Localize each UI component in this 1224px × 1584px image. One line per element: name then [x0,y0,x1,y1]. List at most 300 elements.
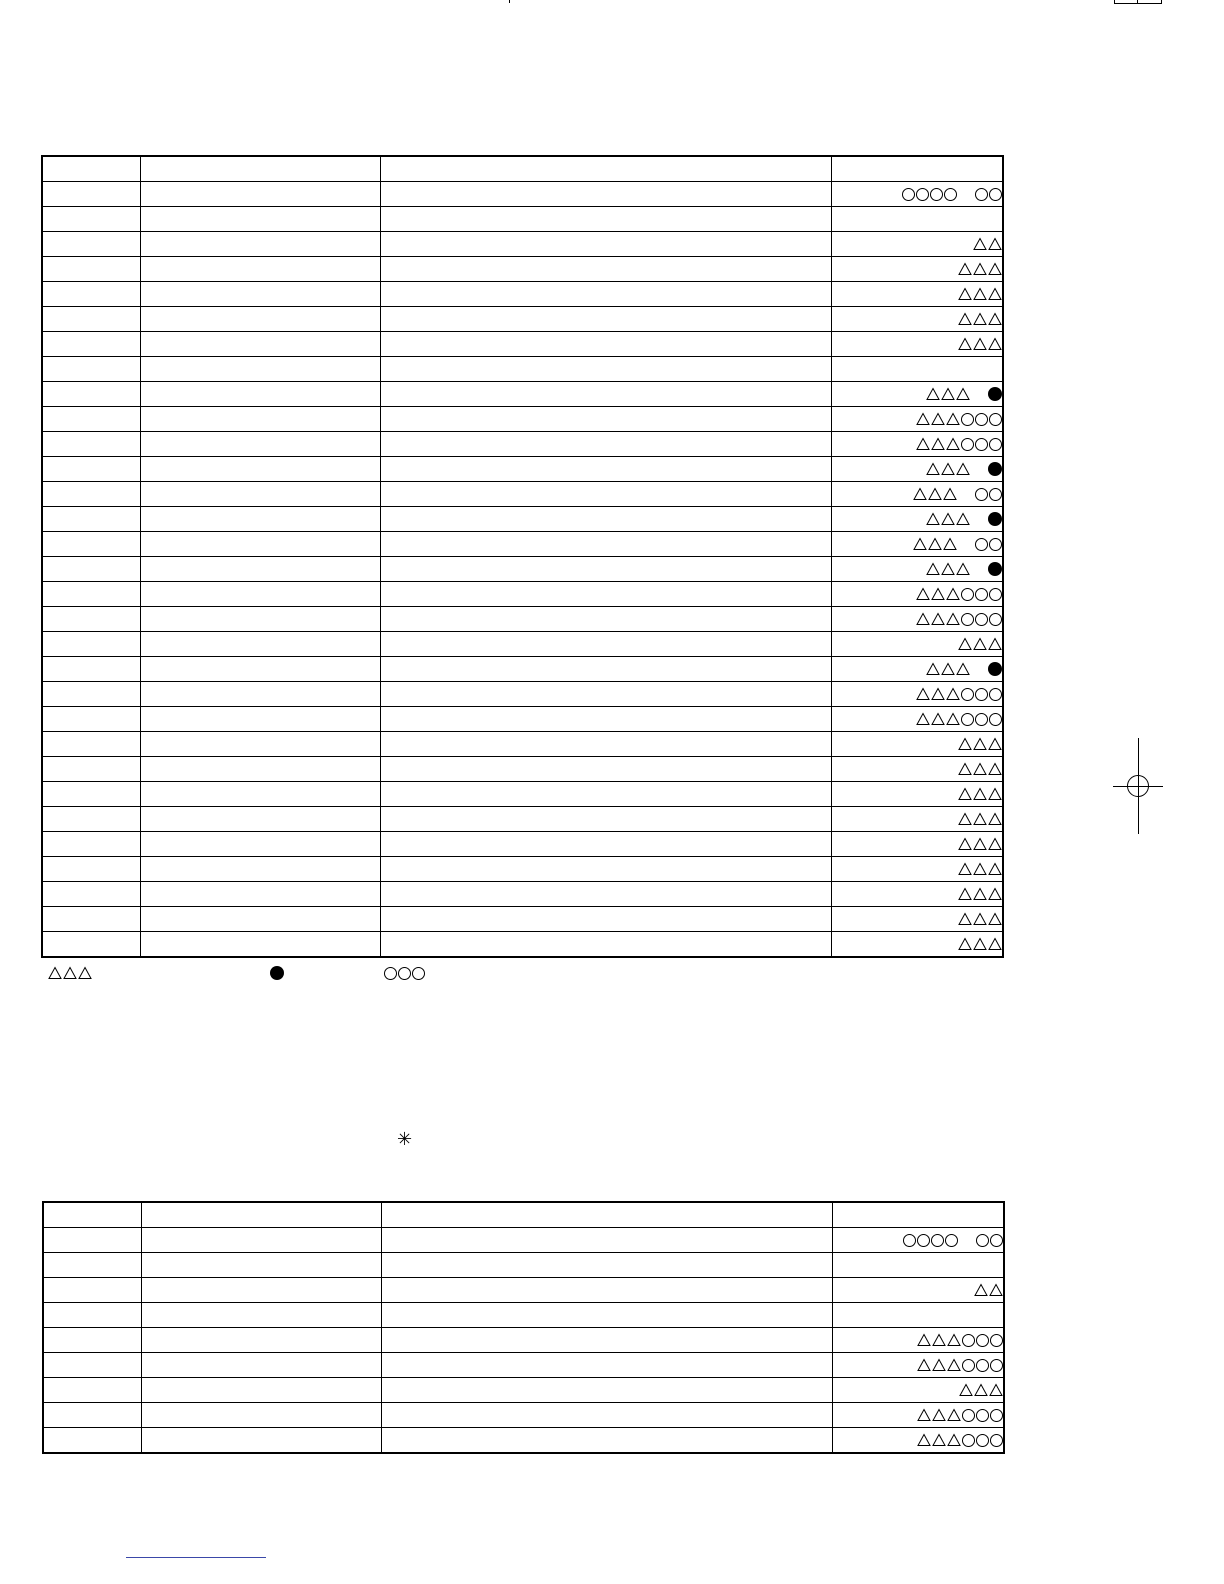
name-cell [141,1278,381,1303]
table-row [42,282,1003,307]
description-cell [380,657,831,682]
description-cell [380,207,831,232]
circle-icon [989,613,1002,626]
table-row [42,907,1003,932]
description-cell [380,407,831,432]
symbol-cell [831,332,1003,357]
id-cell [42,682,140,707]
symbol-cell [832,1228,1004,1253]
circle-icon [962,1434,975,1447]
description-cell [380,907,831,932]
description-cell [380,282,831,307]
triangle-icon [958,262,972,276]
circle-icon [975,188,988,201]
circle-icon [961,413,974,426]
name-cell [140,357,380,382]
description-cell [381,1378,832,1403]
symbol-cell [831,932,1003,958]
triangle-icon [928,487,942,501]
triangle-icon [947,1433,961,1447]
symbol-group [916,707,1002,731]
table-row [42,557,1003,582]
circle-icon [944,188,957,201]
triangle-icon [931,712,945,726]
table-row [42,882,1003,907]
symbol-group [958,807,1002,831]
id-cell [43,1253,141,1278]
description-cell [380,832,831,857]
circle-icon [961,588,974,601]
triangle-icon [973,262,987,276]
id-cell [43,1202,141,1228]
table-row [42,507,1003,532]
symbol-cell [832,1428,1004,1454]
triangle-icon [973,237,987,251]
symbol-cell [831,257,1003,282]
registration-tick-top [509,0,510,3]
id-cell [42,707,140,732]
table-row [42,407,1003,432]
id-cell [42,932,140,958]
id-cell [42,832,140,857]
triangle-icon [946,587,960,601]
triangle-icon [931,412,945,426]
symbol-cell [831,156,1003,182]
symbol-group [958,832,1002,856]
name-cell [140,457,380,482]
triangle-icon [917,1358,931,1372]
description-cell [381,1328,832,1353]
triangle-icon [941,462,955,476]
triangle-icon [988,937,1002,951]
circle-icon [975,688,988,701]
circle-icon [384,967,397,980]
id-cell [42,282,140,307]
triangle-icon [988,762,1002,776]
table-row [42,732,1003,757]
table-row [42,482,1003,507]
triangle-icon [973,762,987,776]
triangle-icon [943,537,957,551]
symbol-cell [832,1253,1004,1278]
circle-icon [902,188,915,201]
symbol-cell [831,607,1003,632]
symbol-group [958,732,1002,756]
circle-icon [961,438,974,451]
table-row [42,207,1003,232]
symbol-cell [832,1353,1004,1378]
name-cell [140,707,380,732]
circle-icon [976,1409,989,1422]
id-cell [43,1378,141,1403]
circle-icon [990,1409,1003,1422]
description-cell [380,807,831,832]
symbol-cell [831,582,1003,607]
id-cell [43,1428,141,1454]
table-row [43,1228,1004,1253]
id-cell [42,432,140,457]
description-cell [380,732,831,757]
symbol-cell [831,882,1003,907]
triangle-icon [947,1408,961,1422]
circle-icon [412,967,425,980]
triangle-icon [947,1358,961,1372]
name-cell [140,257,380,282]
triangle-icon [932,1408,946,1422]
table-row [42,232,1003,257]
triangle-icon [974,1283,988,1297]
symbol-cell [831,282,1003,307]
name-cell [140,582,380,607]
symbol-cell [831,507,1003,532]
name-cell [140,907,380,932]
symbol-group [916,432,1002,456]
triangle-icon [946,437,960,451]
triangle-icon [932,1333,946,1347]
name-cell [140,332,380,357]
symbol-group [958,932,1002,956]
triangle-icon [926,387,940,401]
description-cell [380,382,831,407]
triangle-icon [973,837,987,851]
symbol-cell [831,832,1003,857]
name-cell [140,282,380,307]
symbol-cell [831,182,1003,207]
symbol-cell [831,307,1003,332]
id-cell [42,156,140,182]
legend-triangle-symbols [48,961,92,985]
id-cell [42,382,140,407]
name-cell [140,857,380,882]
symbol-cell [831,382,1003,407]
symbol-cell [831,682,1003,707]
triangle-icon [956,562,970,576]
triangle-icon [913,487,927,501]
legend-dot [270,962,284,984]
triangle-icon [958,812,972,826]
triangle-icon [973,287,987,301]
name-cell [141,1303,381,1328]
id-cell [42,232,140,257]
circle-icon [976,1334,989,1347]
id-cell [43,1278,141,1303]
triangle-icon [988,812,1002,826]
description-cell [380,607,831,632]
circle-icon [990,1359,1003,1372]
triangle-icon [956,662,970,676]
table-row [42,607,1003,632]
symbol-group [917,1428,1003,1452]
name-cell [140,757,380,782]
id-cell [42,257,140,282]
symbol-cell [832,1303,1004,1328]
circle-icon [989,588,1002,601]
table-row [42,832,1003,857]
symbol-cell [831,807,1003,832]
symbol-cell [831,557,1003,582]
table-row [42,532,1003,557]
symbol-group [958,257,1002,281]
circle-icon [975,538,988,551]
description-cell [381,1303,832,1328]
symbol-group [916,607,1002,631]
table-row [43,1278,1004,1303]
name-cell [140,507,380,532]
id-cell [42,907,140,932]
symbol-group [917,1403,1003,1427]
table-row [43,1428,1004,1454]
id-cell [42,507,140,532]
triangle-icon [973,337,987,351]
name-cell [140,932,380,958]
name-cell [140,232,380,257]
symbol-group [926,657,1002,681]
description-cell [381,1228,832,1253]
symbol-group [959,1378,1003,1402]
id-cell [42,182,140,207]
triangle-icon [989,1283,1003,1297]
symbol-cell [831,232,1003,257]
triangle-icon [941,562,955,576]
circle-icon [975,588,988,601]
table-row [43,1328,1004,1353]
triangle-icon [943,487,957,501]
id-cell [43,1228,141,1253]
name-cell [140,657,380,682]
circle-icon [903,1234,916,1247]
triangle-icon [973,787,987,801]
name-cell [140,807,380,832]
triangle-icon [958,787,972,801]
id-cell [42,882,140,907]
triangle-icon [988,862,1002,876]
registration-box-top-right [1114,0,1162,4]
name-cell [141,1378,381,1403]
triangle-icon [973,737,987,751]
triangle-icon [973,862,987,876]
triangle-icon [958,637,972,651]
triangle-icon [988,737,1002,751]
symbol-group [917,1328,1003,1352]
bottom-link-underline[interactable] [126,1557,266,1558]
triangle-icon [946,712,960,726]
circle-icon [989,188,1002,201]
triangle-icon [959,1383,973,1397]
id-cell [42,207,140,232]
filled-dot-icon [270,966,284,980]
table-row [43,1403,1004,1428]
symbol-group [958,632,1002,656]
description-cell [381,1403,832,1428]
symbol-cell [832,1202,1004,1228]
triangle-icon [973,937,987,951]
description-cell [380,532,831,557]
circle-icon [975,413,988,426]
circle-icon [975,613,988,626]
legend-circle-symbols [384,961,425,985]
circle-icon [989,438,1002,451]
name-cell [140,432,380,457]
symbol-group [926,507,1002,531]
triangle-icon [988,312,1002,326]
name-cell [140,557,380,582]
circle-icon [917,1234,930,1247]
name-cell [140,482,380,507]
circle-icon [398,967,411,980]
symbol-cell [831,357,1003,382]
name-cell [140,632,380,657]
triangle-icon [958,887,972,901]
name-cell [140,532,380,557]
symbol-group [926,457,1002,481]
name-cell [140,407,380,432]
id-cell [43,1328,141,1353]
filled-dot-icon [988,387,1002,401]
triangle-icon [932,1358,946,1372]
triangle-icon [988,787,1002,801]
triangle-icon [926,562,940,576]
triangle-icon [958,312,972,326]
symbol-group [902,182,1002,206]
description-cell [380,232,831,257]
table-row [42,932,1003,958]
name-cell [141,1403,381,1428]
symbol-group [974,1278,1003,1302]
table-row [43,1353,1004,1378]
triangle-icon [48,966,62,980]
id-cell [42,632,140,657]
triangle-icon [973,312,987,326]
triangle-icon [941,662,955,676]
triangle-icon [916,587,930,601]
circle-icon [962,1359,975,1372]
triangle-icon [926,462,940,476]
triangle-icon [931,687,945,701]
triangle-icon [916,687,930,701]
triangle-icon [956,462,970,476]
table-row [43,1303,1004,1328]
triangle-icon [973,812,987,826]
symbol-cell [831,432,1003,457]
triangle-icon [973,637,987,651]
description-cell [380,782,831,807]
id-cell [42,482,140,507]
table-row [43,1253,1004,1278]
triangle-icon [958,287,972,301]
table-row [42,707,1003,732]
triangle-icon [973,912,987,926]
id-cell [42,757,140,782]
symbol-group [958,307,1002,331]
symbol-group [917,1353,1003,1377]
name-cell [140,607,380,632]
triangle-icon [917,1333,931,1347]
symbol-cell [831,207,1003,232]
name-cell [140,156,380,182]
description-cell [380,882,831,907]
table-row [42,682,1003,707]
symbol-cell [832,1278,1004,1303]
legend-triangles [48,962,92,984]
symbol-cell [831,657,1003,682]
triangle-icon [956,387,970,401]
table-row [42,432,1003,457]
table-row [42,357,1003,382]
id-cell [42,782,140,807]
triangle-icon [916,712,930,726]
name-cell [140,832,380,857]
circle-icon [962,1409,975,1422]
name-cell [140,382,380,407]
symbol-group [958,332,1002,356]
symbol-table-lower [42,1201,1005,1454]
description-cell [380,357,831,382]
triangle-icon [916,412,930,426]
symbol-group [926,382,1002,406]
legend-dot-symbol [270,961,284,985]
symbol-cell [831,857,1003,882]
table-row [42,582,1003,607]
id-cell [42,307,140,332]
name-cell [140,732,380,757]
circle-icon [930,188,943,201]
registration-crosshair [1113,738,1163,834]
symbol-group [958,282,1002,306]
triangle-icon [916,437,930,451]
description-cell [381,1428,832,1454]
symbol-cell [831,907,1003,932]
name-cell [140,307,380,332]
triangle-icon [958,837,972,851]
symbol-group [973,232,1002,256]
table-row [42,457,1003,482]
symbol-group [916,407,1002,431]
description-cell [380,757,831,782]
symbol-group [916,582,1002,606]
circle-icon [945,1234,958,1247]
triangle-icon [913,537,927,551]
symbol-cell [831,757,1003,782]
symbol-group [958,757,1002,781]
circle-icon [962,1334,975,1347]
triangle-icon [932,1433,946,1447]
id-cell [42,857,140,882]
table-row [42,332,1003,357]
triangle-icon [926,662,940,676]
name-cell [140,182,380,207]
table-row [42,782,1003,807]
description-cell [380,457,831,482]
symbol-cell [831,632,1003,657]
symbol-group [958,882,1002,906]
circle-icon [976,1434,989,1447]
name-cell [140,882,380,907]
description-cell [380,557,831,582]
id-cell [42,557,140,582]
table-row [42,257,1003,282]
circle-icon [990,1434,1003,1447]
name-cell [141,1353,381,1378]
circle-icon [989,538,1002,551]
id-cell [42,357,140,382]
circle-icon [990,1334,1003,1347]
id-cell [42,807,140,832]
triangle-icon [926,512,940,526]
triangle-icon [988,637,1002,651]
id-cell [42,732,140,757]
circle-icon [975,438,988,451]
description-cell [380,707,831,732]
